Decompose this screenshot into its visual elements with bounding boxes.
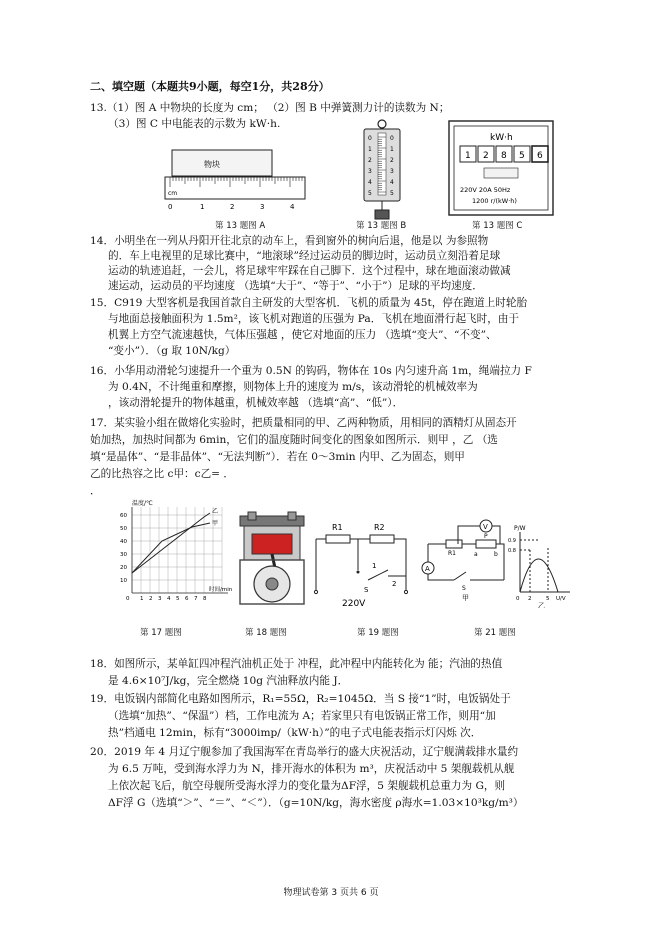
fig13b-r1: 1 (390, 146, 394, 153)
fig17-graph (116, 497, 240, 607)
fig19-pos1: 1 (372, 562, 377, 570)
fig21-xtick-0: 0 (516, 596, 520, 602)
q15-line2: 与地面总接触面积为 1.5m²，该飞机对跑道的压强为 Pa．飞机在地面滑行起飞时，由于 (108, 313, 520, 325)
fig19-caption: 第 19 题图 (357, 628, 399, 638)
fig17-xtick-3: 3 (158, 596, 162, 602)
fig13a-ruler-diagram (160, 140, 320, 220)
q16-line3: ，该动滑轮提升的物体越重，机械效率越 （选填“高”、“低”）． (108, 397, 404, 409)
fig19-r1: R1 (332, 523, 343, 532)
fig17-series-jia: 甲 (212, 520, 219, 527)
fig13a-tick-3: 3 (260, 203, 265, 211)
fig18-caption: 第 18 题图 (245, 628, 287, 638)
fig17-xtick-2: 2 (149, 596, 153, 602)
fig19-switch: S (364, 586, 369, 594)
fig19-pos2: 2 (392, 580, 397, 588)
fig13a-tick-4: 4 (290, 203, 295, 211)
fig13a-tick-0: 0 (168, 203, 173, 211)
fig13c-digit-3: 5 (519, 151, 525, 161)
fig13a-block-label: 物块 (204, 160, 220, 169)
fig13b-r4: 4 (390, 179, 394, 186)
fig21-ytick-08: 0.8 (508, 548, 516, 554)
q18-line1: 18．如图所示，某单缸四冲程汽油机正处于 冲程，此冲程中内能转化为 能；汽油的热值 (90, 658, 503, 670)
fig17-ytick-0: 0 (126, 596, 130, 602)
fig21-label-jia: 甲 (462, 594, 469, 602)
fig13a-caption: 第 13 题图 A (215, 221, 266, 231)
fig17-ytick-50: 50 (120, 526, 127, 532)
fig21-circuit (418, 518, 510, 602)
fig21-pu-graph (508, 522, 574, 608)
fig19-voltage: 220V (342, 599, 366, 609)
section-title: 二、填空题（本题共9小题，每空1分，共28分） (90, 80, 330, 93)
fig21-meter-v: V (483, 523, 488, 531)
q19-line1: 19．电饭锅内部简化电路如图所示，R₁=55Ω，R₂=1045Ω．当 S 接“1”时，电饭锅处于 (90, 693, 511, 705)
fig13c-unit: kW·h (490, 133, 513, 143)
q18-line2: 是 4.6×10⁷J/kg，完全燃烧 10g 汽油释放内能 J． (108, 675, 349, 687)
q20-line2: 为 6.5 万吨，受到海水浮力为 N，排开海水的体积为 m³，庆祝活动中 5 架舰载机从舰 (108, 763, 515, 775)
fig19-circuit (312, 520, 412, 610)
fig13b-l0: 0 (368, 135, 372, 142)
q17-line2: 始加热，加热时间都为 6min，它们的温度随时间变化的图象如图所示．则甲 ，乙 （选 (90, 434, 498, 446)
fig13c-digit-0: 1 (465, 151, 471, 161)
fig13b-l5: 5 (368, 190, 372, 197)
q20-line3: 上依次起飞后，航空母舰所受海水浮力的变化量为ΔF浮，5 架舰载机总重力为 G，则 (108, 780, 506, 792)
fig17-xtick-4: 4 (167, 596, 171, 602)
fig13a-unit: cm (168, 190, 178, 197)
fig17-ylabel: 温度/℃ (132, 500, 153, 507)
fig21-a: a (474, 551, 478, 558)
page-footer: 物理试卷第 3 页共 6 页 (283, 888, 379, 898)
q14-line2: 的．车上电视里的足球比赛中，“地滚球”经过运动员的脚边时，运动员立刻沿着足球 (108, 250, 501, 262)
q17-line5: ． (90, 485, 101, 497)
fig17-ytick-30: 30 (120, 552, 127, 558)
fig13c-spec: 220V 20A 50Hz (460, 186, 511, 194)
q16-line2: 为 0.4N，不计绳重和摩擦，则物体上升的速度为 m/s，该动滑轮的机械效率为 (108, 381, 478, 393)
q13-line2: （3）图 C 中电能表的示数为 kW·h. (108, 118, 281, 130)
fig21-switch: S (462, 585, 466, 592)
fig13b-l4: 4 (368, 179, 372, 186)
fig13b-r2: 2 (390, 157, 394, 164)
q19-line2: （选填“加热”、“保温”）档，工作电流为 A；若家里只有电饭锅正常工作，则用“加 (108, 710, 496, 722)
fig13c-digit-2: 8 (501, 151, 507, 161)
fig21-meter-a: A (425, 565, 430, 573)
q14-line3: 运动的轨迹追赶，一会儿，将足球牢牢踩在自己脚下．这个过程中，球在地面滚动做减 (108, 265, 511, 277)
fig13b-r0: 0 (390, 135, 394, 142)
q20-line4: ΔF浮 G（选填“＞”、“＝”、“＜”）．（g=10N/kg，海水密度 ρ海水=1.03×10³kg/m³） (108, 797, 524, 809)
fig21-ylabel: P/W (514, 525, 526, 532)
fig21-xlabel: U/V (556, 596, 566, 602)
q15-line3: 机翼上方空气流速越快，气体压强越 ，使它对地面的压力 （选填“变大”、“不变”、 (108, 329, 497, 341)
fig13c-digit-4: 6 (537, 151, 543, 161)
fig18-engine-cylinder (238, 510, 306, 606)
fig13a-tick-1: 1 (200, 203, 205, 211)
q13-line1: 13.（1）图 A 中物块的长度为 cm； （2）图 B 中弹簧测力计的读数为 N； (90, 102, 450, 114)
fig17-ytick-40: 40 (120, 539, 127, 545)
fig21-b: b (494, 551, 498, 558)
fig13c-digit-1: 2 (483, 151, 489, 161)
q17-line1: 17．某实验小组在做熔化实验时，把质量相同的甲、乙两种物质，用相同的酒精灯从固态开 (90, 417, 517, 429)
fig17-xtick-1: 1 (140, 596, 144, 602)
fig17-ytick-20: 20 (120, 565, 127, 571)
fig21-ytick-09: 0.9 (508, 538, 516, 544)
fig13b-caption: 第 13 题图 B (356, 221, 407, 231)
fig13c-energy-meter (448, 120, 554, 216)
fig17-xtick-5: 5 (176, 596, 180, 602)
fig13b-r3: 3 (390, 168, 394, 175)
fig13c-caption: 第 13 题图 C (472, 221, 523, 231)
fig13c-rate: 1200 r/(kW·h) (472, 197, 517, 205)
q14-line4: 速运动，运动员的平均速度 （选填“大于”、“等于”、“小于”）足球的平均速度． (108, 280, 483, 292)
fig17-ytick-60: 60 (120, 513, 127, 519)
q14-line1: 14．小明坐在一列从丹阳开往北京的动车上，看到窗外的树向后退，他是以 为参照物 (90, 235, 489, 247)
q19-line3: 热”档通电 12min，标有“3000imp/（kW·h）”的电子式电能表指示灯闪烁 次． (108, 727, 482, 739)
fig21-label-yi: 乙 (538, 602, 545, 608)
fig13b-spring-scale (358, 118, 406, 220)
q15-line1: 15．C919 大型客机是我国首款自主研发的大型客机．飞机的质量为 45t，停在跑道上时轮胎 (90, 297, 528, 309)
fig21-caption: 第 21 题图 (474, 628, 516, 638)
fig13b-l2: 2 (368, 157, 372, 164)
fig17-xtick-7: 7 (194, 596, 198, 602)
q15-line4: “变小”）．（g 取 10N/kg） (108, 345, 236, 357)
fig21-xtick-2: 2 (528, 596, 532, 602)
fig17-ytick-10: 10 (120, 578, 127, 584)
fig21-r1: R1 (448, 550, 456, 557)
fig17-xtick-8: 8 (203, 596, 207, 602)
fig17-xtick-6: 6 (185, 596, 189, 602)
q17-line3: 填“是晶体”、“是非晶体”、“无法判断”）．若在 0～3min 内甲、乙为固态，则甲 (90, 451, 465, 463)
fig19-r2: R2 (374, 523, 385, 532)
fig17-series-yi: 乙 (212, 508, 219, 515)
q17-line4: 乙的比热容之比 c甲：c乙= ． (90, 468, 235, 480)
fig17-xlabel: 时间/min (209, 587, 233, 593)
q20-line1: 20．2019 年 4 月辽宁舰参加了我国海军在青岛举行的盛大庆祝活动，辽宁舰满载排水量约 (90, 746, 519, 758)
q16-line1: 16．小华用动滑轮匀速提升一个重为 0.5N 的钩码，物体在 10s 内匀速升高 1m，绳端拉力 F (90, 365, 532, 377)
fig21-p: P (484, 533, 488, 540)
fig13a-tick-2: 2 (230, 203, 235, 211)
fig17-caption: 第 17 题图 (140, 628, 182, 638)
fig13b-l3: 3 (368, 168, 372, 175)
fig13b-l1: 1 (368, 146, 372, 153)
fig21-xtick-5: 5 (546, 596, 550, 602)
fig13b-r5: 5 (390, 190, 394, 197)
